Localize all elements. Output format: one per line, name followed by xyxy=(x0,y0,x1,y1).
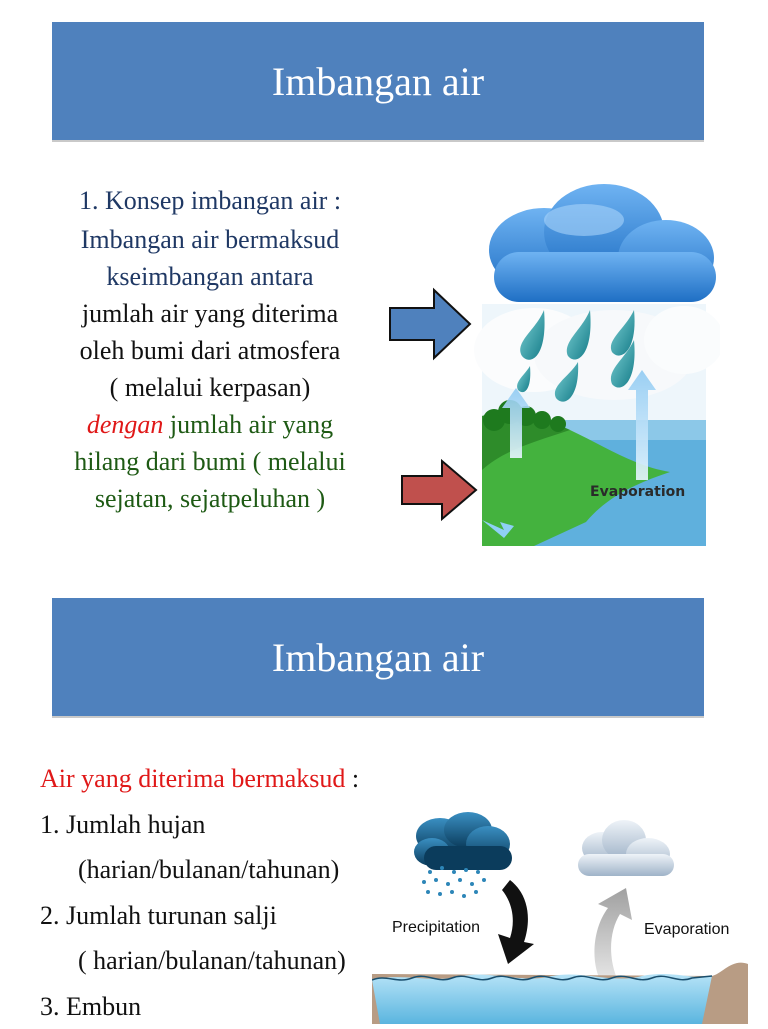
dengan-word: dengan xyxy=(87,410,164,439)
slide2-intro-red: Air yang diterima bermaksud xyxy=(40,764,345,793)
slide1-text xyxy=(30,182,390,517)
slide1-line8: sejatan, sejatpeluhan ) xyxy=(30,480,390,517)
slide2-intro-colon: : xyxy=(345,764,359,793)
slide2-title: Imbangan air xyxy=(272,634,484,681)
slide1-line6 xyxy=(30,406,390,443)
slide2-item2-sub: ( harian/bulanan/tahunan) xyxy=(40,938,460,984)
rain-cloud-icon xyxy=(489,184,716,302)
evaporation-label-2: Evaporation xyxy=(644,921,729,938)
slide1-line3: jumlah air yang diterima xyxy=(30,295,390,332)
red-arrow-icon xyxy=(400,458,480,522)
slide1-line7: hilang dari bumi ( melalui xyxy=(30,443,390,480)
precipitation-arrow-icon xyxy=(498,880,534,964)
water-cycle-illustration xyxy=(474,180,720,546)
slide1-line1: Imbangan air bermaksud xyxy=(30,221,390,258)
slide1-line5: ( melalui kerpasan) xyxy=(30,369,390,406)
evaporation-arrow-icon xyxy=(594,888,632,980)
rain-drops-icon-2 xyxy=(422,866,486,898)
precip-evap-illustration xyxy=(372,808,748,1024)
slide1-title-banner xyxy=(52,22,704,140)
slide2-item3: 3. Embun xyxy=(40,984,460,1029)
dark-rain-cloud-icon xyxy=(414,812,512,870)
slide1-title: Imbangan air xyxy=(272,58,484,105)
slide1-heading: 1. Konsep imbangan air : xyxy=(30,182,390,219)
slide1-line2: kseimbangan antara xyxy=(30,258,390,295)
slide1-line4: oleh bumi dari atmosfera xyxy=(30,332,390,369)
evaporation-label-1: Evaporation xyxy=(590,484,685,500)
slide2-item2: 2. Jumlah turunan salji xyxy=(40,893,460,939)
slide2-title-banner xyxy=(52,598,704,716)
precipitation-label: Precipitation xyxy=(392,919,480,936)
grey-cloud-icon xyxy=(578,820,674,876)
blue-arrow-icon xyxy=(388,286,474,362)
slide2-item1-sub: (harian/bulanan/tahunan) xyxy=(40,847,460,893)
slide2-item1: 1. Jumlah hujan xyxy=(40,802,460,848)
slide2-intro xyxy=(40,756,460,802)
slide1-line6-rest: jumlah air yang xyxy=(163,410,333,439)
